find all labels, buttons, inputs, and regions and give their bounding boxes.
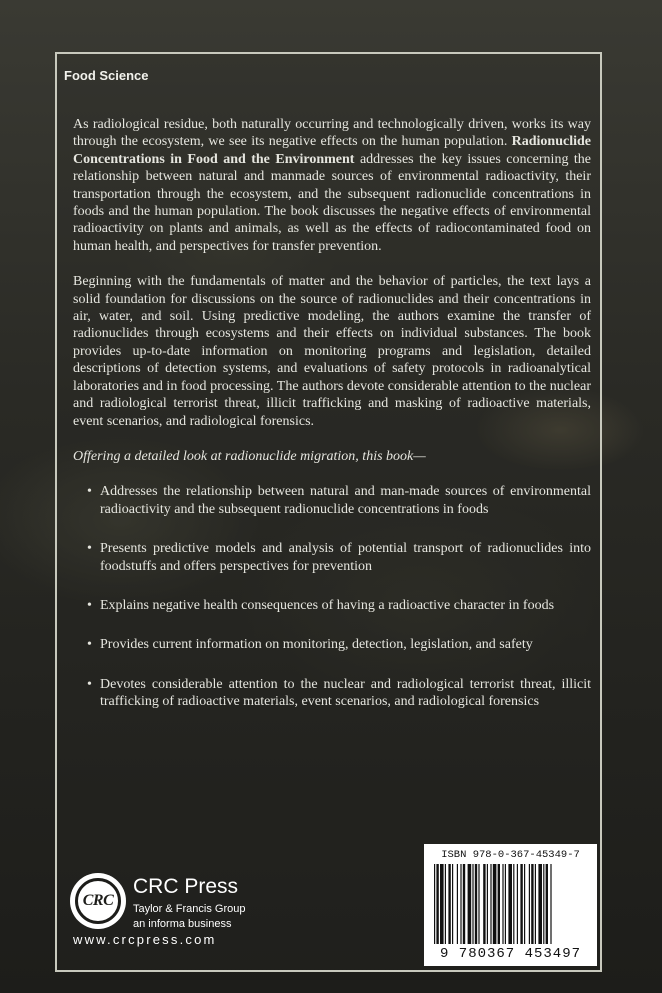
barcode-digits: 9 780367 453497 bbox=[439, 946, 582, 962]
barcode-bar bbox=[498, 864, 500, 944]
barcode-bar bbox=[524, 864, 525, 944]
barcode-bar bbox=[436, 864, 438, 944]
barcode-bar bbox=[483, 864, 485, 944]
feature-text: Explains negative health consequences of having a radioactive character in foods bbox=[100, 597, 555, 613]
barcode-bar bbox=[531, 864, 533, 944]
publisher-name: CRC Press bbox=[133, 875, 239, 898]
features-intro: Offering a detailed look at radionuclide migration, this book— bbox=[73, 448, 426, 464]
website-url: www.crcpress.com bbox=[73, 932, 217, 947]
barcode-bar bbox=[457, 864, 458, 944]
feature-list bbox=[73, 483, 591, 710]
feature-text: Presents predictive models and analysis of potential transport of radionuclides into foodstuffs and offers perspectives for prevention bbox=[100, 541, 591, 574]
barcode-bar bbox=[517, 864, 518, 944]
feature-item bbox=[73, 540, 591, 575]
paragraph-2: Beginning with the fundamentals of matter and the behavior of particles, the text lays a solid foundation for discussions on the source of radionuclides and their concentrations in air, water, and soil. Using predictive modeling, the authors examine the transfer of radionuclides through ecosystems and their effects on individual substances. The book provides up-to-date information on monitoring programs and legislation, detailed descriptions of detection systems, and evaluations of safety protocols in radioanalytical laboratories and in food processing. The authors devote considerable attention to the nuclear and radiological terrorist threat, illicit trafficking and masking of radioactive materials, event scenarios, and radiological forensics. bbox=[73, 274, 591, 429]
paragraph-1 bbox=[73, 116, 591, 255]
barcode-bar bbox=[472, 864, 473, 944]
feature-item bbox=[73, 636, 591, 653]
bullet-icon: • bbox=[87, 484, 92, 500]
barcode-bar bbox=[445, 864, 446, 944]
feature-item bbox=[73, 483, 591, 518]
blurb bbox=[73, 116, 591, 733]
barcode-bar bbox=[546, 864, 548, 944]
bullet-icon: • bbox=[87, 541, 92, 557]
feature-text: Devotes considerable attention to the nuclear and radiological terrorist threat, illicit trafficking of radioactive materials, event scenarios, and radiological forensics bbox=[100, 676, 591, 710]
paragraph-1-end: addresses the key issues concerning the relationship between natural and manmade sources of environmental radioactivity, their transportation through the ecosystem, and the subsequent radionuclide concentrations in foods and the human population. The book discusses the negative effects of environmental radioactivity on plants and animals, as well as the effects of radiocontaminated food on human health, and perspectives for transfer prevention. bbox=[73, 151, 592, 254]
barcode-bar bbox=[529, 864, 530, 944]
bullet-icon: • bbox=[87, 597, 92, 613]
feature-item bbox=[73, 676, 591, 711]
barcode-bar bbox=[487, 864, 488, 944]
barcode-bar bbox=[493, 864, 497, 944]
bullet-icon: • bbox=[87, 676, 92, 692]
barcode-bar bbox=[448, 864, 450, 944]
isbn-label: ISBN 978-0-367-45349-7 bbox=[441, 849, 580, 861]
paragraph-1-start: As radiological residue, both naturally occurring and technologically driven, works its way through the ecosystem, we see its negative effects on the human population. bbox=[73, 117, 591, 150]
barcode-bar bbox=[475, 864, 477, 944]
barcode-bar bbox=[434, 864, 435, 944]
barcode-bar bbox=[478, 864, 479, 944]
barcode-bar bbox=[505, 864, 506, 944]
barcode-bar bbox=[520, 864, 522, 944]
crc-logo-text: CRC bbox=[82, 892, 114, 909]
book-title: Radionuclide Concentrations in Food and the Environment bbox=[73, 134, 591, 167]
barcode-bar bbox=[463, 864, 465, 944]
isbn-barcode bbox=[424, 844, 597, 966]
feature-item bbox=[73, 597, 591, 614]
barcode-bar bbox=[468, 864, 472, 944]
barcode-bar bbox=[460, 864, 461, 944]
barcode-bar bbox=[538, 864, 542, 944]
barcode-bars bbox=[432, 864, 589, 944]
publisher-group: Taylor & Francis Group bbox=[133, 903, 246, 915]
barcode-bar bbox=[502, 864, 503, 944]
barcode-bar bbox=[535, 864, 536, 944]
feature-text: Addresses the relationship between natural and man-made sources of environmental radioactivity and the subsequent radionuclide concentrations in foods bbox=[100, 484, 591, 517]
barcode-bar bbox=[550, 864, 551, 944]
bullet-icon: • bbox=[87, 637, 92, 653]
barcode-bar bbox=[440, 864, 444, 944]
publisher-business: an informa business bbox=[133, 918, 232, 930]
barcode-bar bbox=[490, 864, 491, 944]
barcode-bar bbox=[543, 864, 544, 944]
crc-logo-icon bbox=[70, 873, 126, 929]
barcode-bar bbox=[508, 864, 512, 944]
barcode-bar bbox=[513, 864, 514, 944]
barcode-bar bbox=[452, 864, 453, 944]
category-label: Food Science bbox=[64, 68, 149, 83]
feature-text: Provides current information on monitoring, detection, legislation, and safety bbox=[100, 637, 533, 653]
